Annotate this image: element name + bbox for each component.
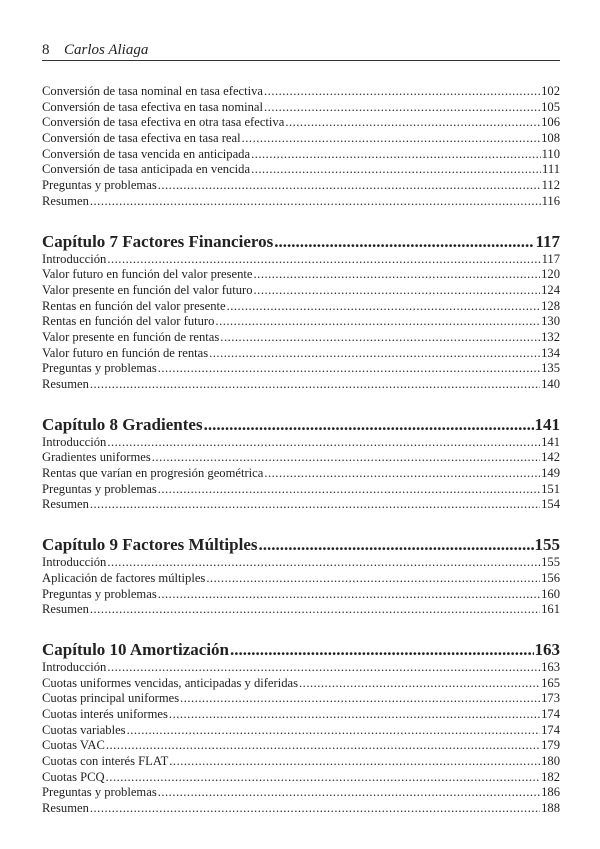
dot-leader [90,194,541,210]
toc-entry-label: Resumen [42,602,89,617]
toc-entry-label: Conversión de tasa nominal en tasa efectiva [42,84,264,98]
toc-entry-label: Rentas en función del valor presente [42,298,226,313]
toc-entry-page: 156 [541,570,560,585]
chapter-title: Capítulo 7 Factores Financieros [42,231,274,251]
toc-entry-page: 161 [541,602,560,617]
chapter-heading[interactable] [42,415,560,435]
toc-entry-label: Gradientes uniformes [42,450,151,465]
toc-entry[interactable] [42,267,560,283]
toc-entry-page: 134 [541,345,560,360]
toc-entry-page: 179 [541,738,560,753]
toc-entry-label: Introducción [42,434,107,449]
toc-entry-label: Preguntas y problemas [42,178,157,193]
toc-entry[interactable] [42,723,560,739]
dot-leader [107,435,540,451]
toc-entry-label: Conversión de tasa efectiva en otra tasa efectiva [42,115,285,130]
section-gap [42,618,560,640]
running-author: Carlos Aliaga [64,42,149,58]
toc-entry[interactable] [42,252,560,268]
toc-entry-label: Preguntas y problemas [42,361,157,376]
toc-entry[interactable] [42,482,560,498]
toc-entry-label: Cuotas VAC [42,738,105,753]
toc-entry[interactable] [42,738,560,754]
dot-leader [90,377,540,393]
dot-leader [90,801,540,817]
toc-entry-page: 174 [541,722,560,737]
toc-entry-page: 173 [541,691,560,706]
toc-entry-page: 182 [541,769,560,784]
toc-entry-page: 105 [541,99,560,114]
toc-entry-page: 180 [541,754,560,768]
toc-entry-label: Introducción [42,251,107,266]
toc-entry[interactable] [42,660,560,676]
toc-entry[interactable] [42,435,560,451]
toc-entry[interactable] [42,571,560,587]
section-gap [42,210,560,232]
toc-entry-page: 154 [541,497,560,512]
chapter-title: Capítulo 10 Amortización [42,639,229,659]
dot-leader [158,785,540,801]
dot-leader [242,131,540,147]
toc-entry[interactable] [42,131,560,147]
table-of-contents [42,84,560,817]
page-header [42,40,560,61]
dot-leader [251,162,541,178]
toc-entry[interactable] [42,754,560,770]
toc-entry-label: Cuotas uniformes vencidas, anticipadas y diferidas [42,675,299,690]
dot-leader [158,361,540,377]
dot-leader [264,100,540,116]
toc-entry-label: Valor futuro en función del valor presente [42,267,253,282]
chapter-page: 117 [535,231,560,251]
toc-entry[interactable] [42,587,560,603]
dot-leader [158,482,540,498]
toc-entry-label: Resumen [42,193,89,208]
toc-entry[interactable] [42,707,560,723]
toc-entry-label: Rentas en función del valor futuro [42,314,215,329]
toc-entry[interactable] [42,691,560,707]
toc-entry-page: 151 [541,481,560,496]
dot-leader [230,640,534,660]
toc-entry-label: Introducción [42,659,107,674]
toc-entry-page: 108 [541,131,560,146]
toc-entry[interactable] [42,283,560,299]
chapter-page: 141 [534,414,560,434]
toc-entry-page: 142 [541,450,560,465]
dot-leader [209,346,540,362]
dot-leader [107,660,540,676]
dot-leader [90,602,540,618]
toc-entry[interactable] [42,299,560,315]
toc-entry-page: 140 [541,377,560,391]
toc-entry-label: Resumen [42,801,89,816]
dot-leader [264,466,540,482]
toc-entry[interactable] [42,785,560,801]
toc-entry-label: Valor futuro en función de rentas [42,345,209,360]
dot-leader [106,738,540,754]
toc-entry[interactable] [42,602,560,618]
dot-leader [180,691,540,707]
dot-leader [169,754,540,770]
toc-entry[interactable] [42,555,560,571]
toc-entry-label: Resumen [42,497,89,512]
toc-entry-label: Rentas que varían en progresión geométrica [42,466,264,481]
toc-entry-label: Preguntas y problemas [42,785,157,800]
section-gap [42,393,560,415]
toc-entry-label: Resumen [42,377,89,391]
chapter-heading[interactable] [42,640,560,660]
toc-entry[interactable] [42,497,560,513]
toc-entry[interactable] [42,770,560,786]
toc-entry-label: Valor presente en función de rentas [42,329,220,344]
dot-leader [227,299,541,315]
toc-entry-page: 132 [541,329,560,344]
dot-leader [158,178,541,194]
toc-entry-label: Conversión de tasa efectiva en tasa nominal [42,99,264,114]
dot-leader [107,555,540,571]
toc-entry-label: Conversión de tasa efectiva en tasa real [42,131,241,146]
dot-leader [215,314,540,330]
dot-leader [254,267,541,283]
toc-entry[interactable] [42,84,560,100]
toc-entry-page: 102 [541,84,560,98]
toc-entry-label: Cuotas interés uniformes [42,706,168,721]
dot-leader [158,587,540,603]
chapter-title: Capítulo 8 Gradientes [42,414,203,434]
toc-entry-label: Conversión de tasa anticipada en vencida [42,162,251,177]
toc-entry-label: Introducción [42,555,107,570]
toc-entry-page: 160 [541,586,560,601]
dot-leader [220,330,540,346]
toc-entry-page: 116 [541,193,560,208]
dot-leader [251,147,540,163]
dot-leader [254,283,541,299]
toc-entry-label: Aplicación de factores múltiples [42,570,206,585]
toc-entry-label: Preguntas y problemas [42,481,157,496]
toc-entry-label: Cuotas variables [42,722,126,737]
dot-leader [206,571,540,587]
toc-entry[interactable] [42,314,560,330]
page-number: 8 [42,42,50,58]
chapter-heading[interactable] [42,535,560,555]
dot-leader [90,497,540,513]
toc-entry[interactable] [42,147,560,163]
toc-entry-label: Cuotas con interés FLAT [42,754,169,768]
chapter-page: 163 [534,639,560,659]
toc-entry-page: 174 [541,706,560,721]
toc-entry-page: 110 [541,146,560,161]
dot-leader [204,415,534,435]
toc-entry[interactable] [42,466,560,482]
toc-entry-page: 163 [541,659,560,674]
dot-leader [299,676,540,692]
dot-leader [274,232,534,252]
dot-leader [169,707,540,723]
toc-entry[interactable] [42,178,560,194]
dot-leader [258,535,533,555]
toc-entry-page: 112 [541,178,560,193]
toc-entry-page: 128 [541,298,560,313]
toc-entry-page: 111 [542,162,560,177]
toc-entry[interactable] [42,450,560,466]
toc-entry[interactable] [42,676,560,692]
toc-entry[interactable] [42,346,560,362]
dot-leader [285,115,540,131]
dot-leader [106,770,540,786]
toc-entry[interactable] [42,330,560,346]
toc-entry-page: 165 [541,675,560,690]
toc-entry-page: 106 [541,115,560,130]
toc-entry-label: Conversión de tasa vencida en anticipada [42,146,251,161]
toc-entry[interactable] [42,801,560,817]
chapter-heading[interactable] [42,232,560,252]
toc-entry[interactable] [42,162,560,178]
toc-entry-page: 155 [541,555,560,570]
chapter-page: 155 [534,535,560,555]
toc-entry[interactable] [42,361,560,377]
dot-leader [107,252,540,268]
toc-entry[interactable] [42,100,560,116]
toc-entry-page: 117 [541,251,560,266]
dot-leader [127,723,541,739]
toc-entry[interactable] [42,194,560,210]
section-gap [42,513,560,535]
toc-entry[interactable] [42,377,560,393]
toc-entry-page: 135 [541,361,560,376]
toc-entry-page: 130 [541,314,560,329]
toc-entry-page: 188 [541,801,560,816]
toc-entry-page: 186 [541,785,560,800]
toc-entry-label: Cuotas principal uniformes [42,691,180,706]
toc-entry-label: Preguntas y problemas [42,586,157,601]
dot-leader [264,84,540,100]
toc-entry-page: 149 [541,466,560,481]
toc-entry-label: Valor presente en función del valor futuro [42,282,253,297]
toc-entry-label: Cuotas PCQ [42,769,105,784]
dot-leader [152,450,540,466]
toc-entry-page: 120 [541,267,560,282]
toc-entry[interactable] [42,115,560,131]
toc-entry-page: 141 [541,434,560,449]
chapter-title: Capítulo 9 Factores Múltiples [42,535,258,555]
toc-entry-page: 124 [541,282,560,297]
